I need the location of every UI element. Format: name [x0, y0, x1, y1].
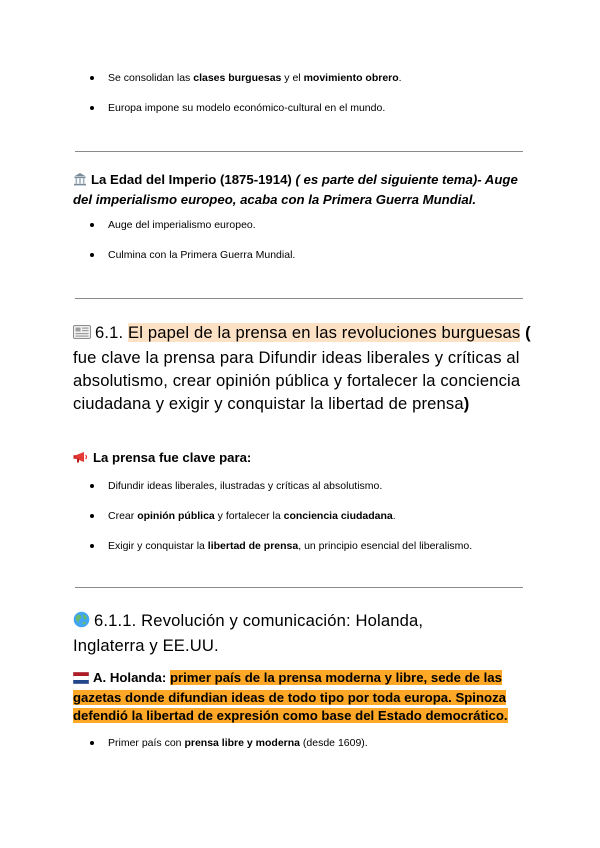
horizontal-rule	[75, 587, 523, 588]
list-item: Crear opinión pública y fortalecer la conciencia ciudadana.	[90, 509, 472, 523]
holland-paragraph: A. Holanda: primer país de la prensa moderna y libre, sede de las gazetas donde difundian ideas de todo tipo por toda europa. Spinoza defendió la libertad de expresión como base del Estado democrático.	[73, 670, 508, 723]
empire-bullet-list	[90, 218, 295, 262]
list-item: Culmina con la Primera Guerra Mundial.	[90, 248, 295, 262]
newspaper-icon	[73, 323, 91, 346]
revolution-heading: 6.1.1. Revolución y comunicación: Holanda, Inglaterra y EE.UU.	[73, 611, 424, 655]
list-item: Se consolidan las clases burguesas y el movimiento obrero.	[90, 71, 402, 85]
press-section-heading: 6.1. El papel de la prensa en las revoluciones burguesas ( fue clave la prensa para Difundir ideas liberales y críticas al absolutismo, crear opinión pública y fortalecer la conciencia ciudadana y exigir y conquistar la libertad de prensa)	[73, 323, 531, 413]
megaphone-icon	[73, 451, 89, 469]
list-item: Auge del imperialismo europeo.	[90, 218, 295, 232]
empire-heading: La Edad del Imperio (1875-1914) ( es parte del siguiente tema)- Auge del imperialismo europeo, acaba con la Primera Guerra Mundial.	[73, 172, 518, 207]
globe-icon	[73, 611, 90, 634]
press-subheading: La prensa fue clave para:	[73, 449, 528, 469]
horizontal-rule	[75, 298, 523, 299]
list-item: Europa impone su modelo económico-cultural en el mundo.	[90, 101, 402, 115]
list-item: Primer país con prensa libre y moderna (desde 1609).	[90, 736, 368, 750]
netherlands-flag-icon	[73, 671, 89, 689]
press-bullet-list	[90, 479, 472, 553]
horizontal-rule	[75, 151, 523, 152]
list-item: Exigir y conquistar la libertad de prensa, un principio esencial del liberalismo.	[90, 539, 472, 553]
holland-bullet-list	[90, 736, 368, 750]
list-item: Difundir ideas liberales, ilustradas y críticas al absolutismo.	[90, 479, 472, 493]
top-bullet-list	[90, 71, 402, 115]
classical-building-icon	[73, 172, 87, 191]
press-title-highlight: El papel de la prensa en las revoluciones burguesas	[128, 323, 521, 342]
